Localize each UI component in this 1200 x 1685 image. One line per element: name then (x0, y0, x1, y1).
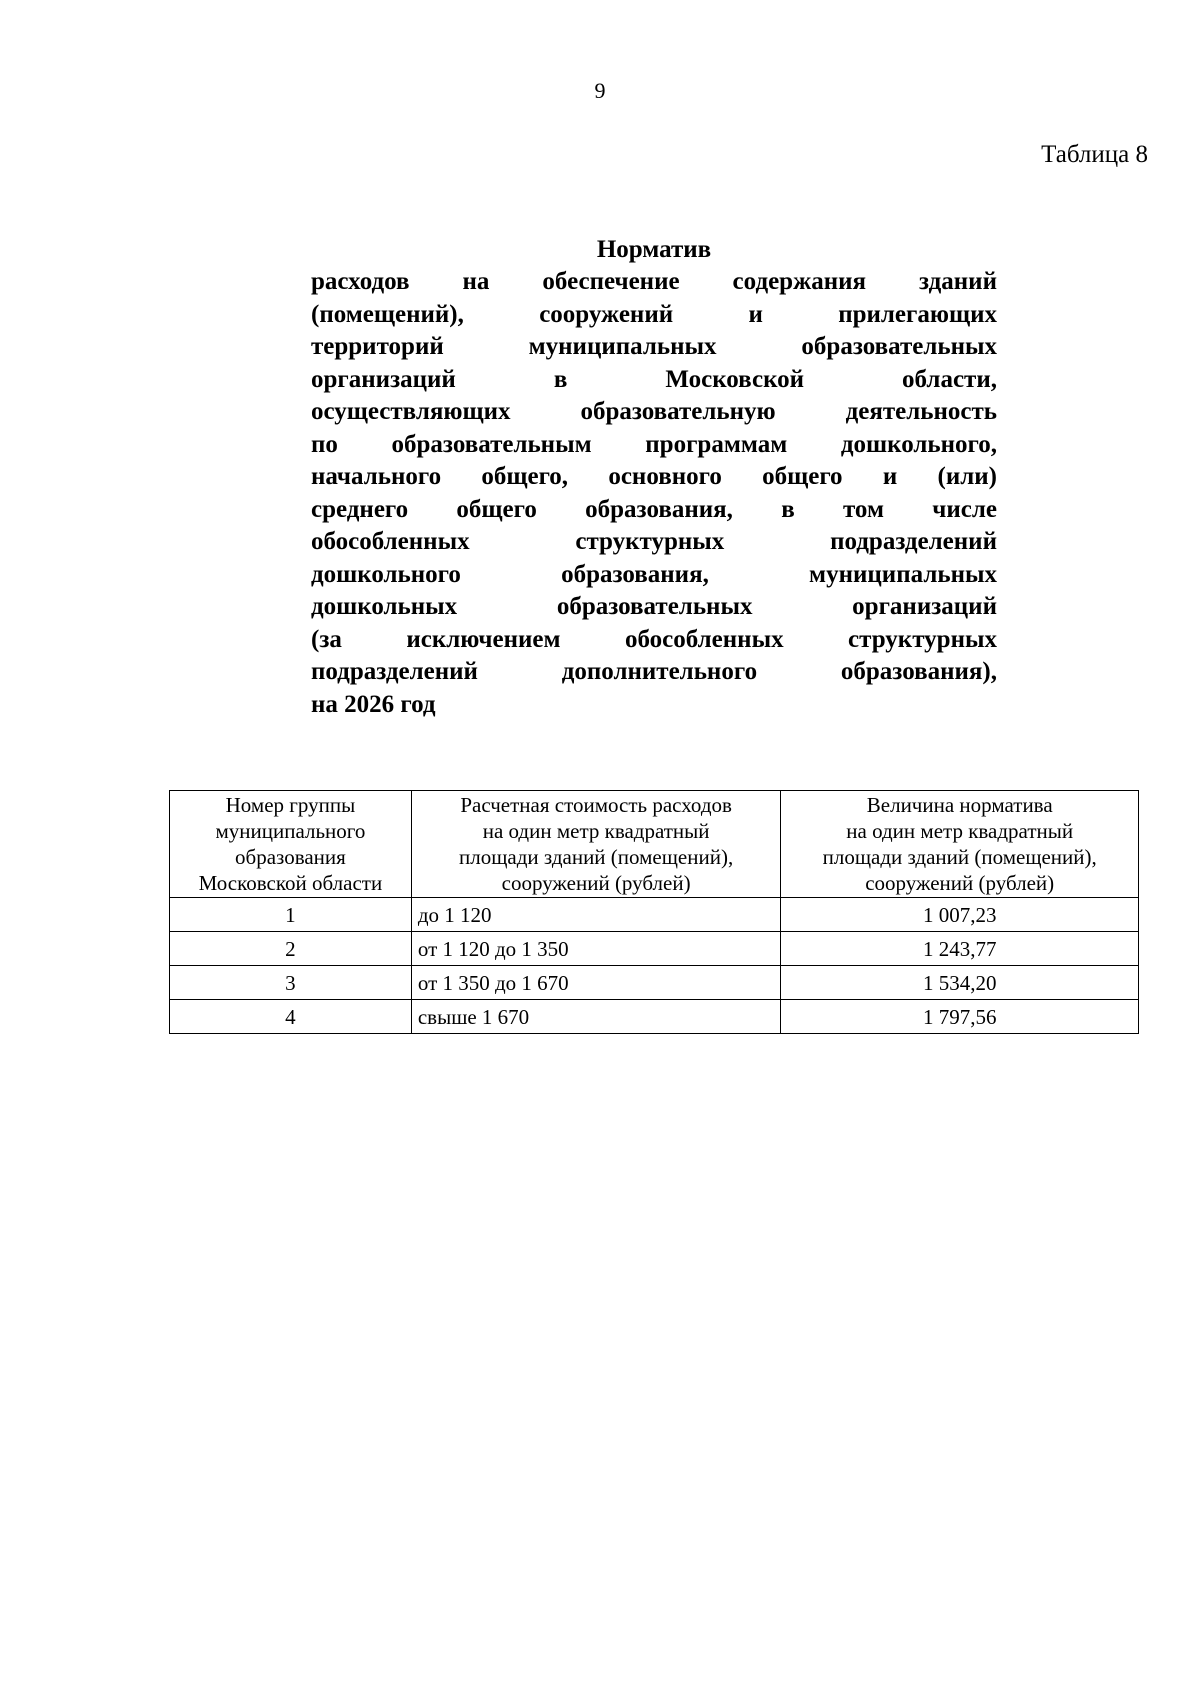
table-row (170, 1000, 1139, 1034)
norm-table (169, 790, 1139, 1034)
header-text-line: сооружений (рублей) (865, 871, 1055, 895)
heading-line: осуществляющих образовательную деятельность (311, 398, 997, 425)
heading-line: дошкольных образовательных организаций (311, 593, 997, 620)
header-text-line: на один метр квадратный (482, 819, 710, 843)
heading-line: среднего общего образования, в том числе (311, 495, 997, 523)
cell-estimated-cost: от 1 120 до 1 350 (411, 932, 781, 966)
cell-group-number: 2 (170, 932, 412, 966)
cell-estimated-cost: свыше 1 670 (411, 1000, 781, 1034)
header-text-line: Величина норматива (866, 793, 1053, 817)
heading-line: по образовательным программам дошкольного, (311, 430, 997, 458)
heading-line: расходов на обеспечение содержания зданий (311, 268, 997, 295)
heading-line: (помещений), сооружений и прилегающих (311, 300, 997, 328)
heading-title: Норматив (596, 236, 712, 263)
cell-norm-value: 1 007,23 (781, 898, 1139, 932)
cell-group-number: 4 (170, 1000, 412, 1034)
heading-line: обособленных структурных подразделений (311, 528, 997, 555)
header-text-line: образования (235, 845, 346, 869)
cell-norm-value: 1 797,56 (781, 1000, 1139, 1034)
header-text-line: Номер группы (225, 793, 356, 817)
header-group-number (170, 791, 412, 898)
table-row (170, 966, 1139, 1000)
header-text-line: Расчетная стоимость расходов (460, 793, 732, 817)
header-norm-value (781, 791, 1139, 898)
heading-line: организаций в Московской области, (311, 365, 997, 393)
header-text-line: сооружений (рублей) (501, 871, 691, 895)
page-number: 9 (594, 78, 606, 103)
cell-norm-value: 1 534,20 (781, 966, 1139, 1000)
heading-line: на 2026 год (311, 690, 436, 718)
table-header-row (170, 791, 1139, 898)
header-text-line: площади зданий (помещений), (822, 845, 1097, 869)
cell-group-number: 3 (170, 966, 412, 1000)
table-row (170, 898, 1139, 932)
header-text-line: на один метр квадратный (846, 819, 1074, 843)
header-text-line: Московской области (198, 871, 383, 895)
heading-line: территорий муниципальных образовательных (311, 333, 997, 360)
cell-estimated-cost: от 1 350 до 1 670 (411, 966, 781, 1000)
header-text-line: муниципального (215, 819, 366, 843)
heading-line: подразделений дополнительного образования), (311, 658, 997, 685)
heading-line: (за исключением обособленных структурных (311, 625, 997, 653)
table-label: Таблица 8 (1041, 141, 1148, 168)
heading-line: дошкольного образования, муниципальных (311, 560, 997, 588)
heading-line: начального общего, основного общего и (или) (311, 463, 997, 490)
cell-norm-value: 1 243,77 (781, 932, 1139, 966)
table-row (170, 932, 1139, 966)
header-text-line: площади зданий (помещений), (459, 845, 734, 869)
cell-estimated-cost: до 1 120 (411, 898, 781, 932)
cell-group-number: 1 (170, 898, 412, 932)
header-estimated-cost (411, 791, 781, 898)
document-heading (311, 234, 997, 721)
